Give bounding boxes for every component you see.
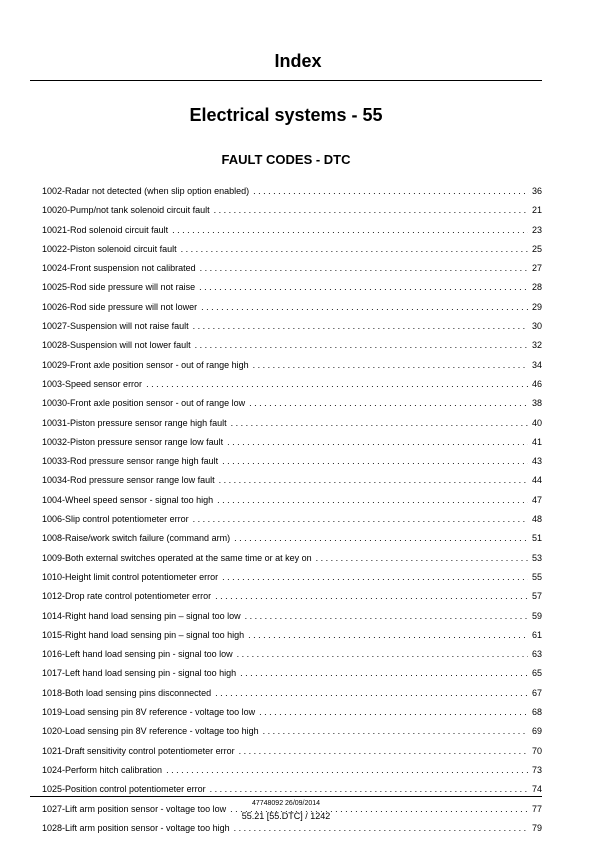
footer-page-reference: 55.21 [55.DTC] / 1242 [241,811,331,821]
dot-leader [214,201,528,220]
index-entry[interactable] [42,491,542,510]
dot-leader [222,568,528,587]
dot-leader [239,742,528,761]
index-entry[interactable] [42,645,542,664]
index-entry-page-number: 43 [531,456,542,467]
index-entry[interactable] [42,356,542,375]
index-entry-label: 10027-Suspension will not raise fault [42,321,189,332]
index-list [42,182,542,838]
dot-leader [253,182,528,201]
index-entry-label: 1028-Lift arm position sensor - voltage too high [42,822,230,833]
index-entry-label: 1024-Perform hitch calibration [42,764,163,775]
dot-leader [172,221,528,240]
index-entry[interactable] [42,240,542,259]
index-entry-label: 1021-Draft sensitivity control potentiometer error [42,745,235,756]
index-entry[interactable] [42,221,542,240]
index-entry-page-number: 29 [531,301,542,312]
dot-leader [215,587,528,606]
index-entry-page-number: 38 [531,398,542,409]
dot-leader [217,491,528,510]
index-entry-label: 10029-Front axle position sensor - out of range high [42,359,249,370]
dot-leader [263,722,528,741]
dot-leader [240,664,528,683]
index-entry-label: 1016-Left hand load sensing pin - signal too low [42,649,233,660]
index-entry-page-number: 68 [531,707,542,718]
index-entry-label: 1017-Left hand load sensing pin - signal too high [42,668,237,679]
index-entry[interactable] [42,452,542,471]
index-entry-label: 1010-Height limit control potentiometer error [42,571,219,582]
dot-leader [166,761,528,780]
index-entry[interactable] [42,298,542,317]
index-entry[interactable] [42,414,542,433]
index-entry[interactable] [42,568,542,587]
dot-leader [249,394,528,413]
index-entry[interactable] [42,201,542,220]
section-title: Electrical systems - 55 [189,105,383,125]
dot-leader [259,703,528,722]
index-entry[interactable] [42,259,542,278]
index-entry[interactable] [42,529,542,548]
index-entry-page-number: 69 [531,726,542,737]
dot-leader [215,684,528,703]
index-entry-label: 1027-Lift arm position sensor - voltage too low [42,803,227,814]
index-entry-label: 10026-Rod side pressure will not lower [42,301,198,312]
index-entry-page-number: 30 [531,321,542,332]
index-entry-page-number: 21 [531,205,542,216]
index-entry-label: 1012-Drop rate control potentiometer error [42,591,212,602]
index-entry[interactable] [42,375,542,394]
dot-leader [222,452,528,471]
index-entry[interactable] [42,336,542,355]
page-title: Index [274,51,322,71]
index-entry-label: 1003-Speed sensor error [42,378,143,389]
dot-leader [146,375,528,394]
index-entry-label: 10025-Rod side pressure will not raise [42,282,196,293]
dot-leader [193,317,528,336]
index-entry-label: 1002-Radar not detected (when slip option enabled) [42,186,250,196]
index-entry-label: 1004-Wheel speed sensor - signal too high [42,494,214,505]
index-entry-page-number: 23 [531,224,542,235]
index-entry-page-number: 74 [531,784,542,795]
dot-leader [193,510,528,529]
index-entry-label: 10028-Suspension will not lower fault [42,340,191,351]
index-entry[interactable] [42,510,542,529]
index-entry[interactable] [42,433,542,452]
index-entry-page-number: 61 [531,629,542,640]
index-entry[interactable] [42,742,542,761]
index-entry-page-number: 79 [531,822,542,833]
dot-leader [181,240,528,259]
index-entry-label: 1008-Raise/work switch failure (command arm) [42,533,231,544]
index-entry-page-number: 67 [531,687,542,698]
index-entry-page-number: 47 [531,494,542,505]
index-entry-label: 1018-Both load sensing pins disconnected [42,687,212,698]
header-divider [30,80,542,81]
index-entry-page-number: 46 [531,378,542,389]
dot-leader [245,607,528,626]
dot-leader [201,298,528,317]
index-entry-page-number: 36 [531,186,542,196]
index-entry[interactable] [42,317,542,336]
index-entry[interactable] [42,684,542,703]
index-entry-page-number: 70 [531,745,542,756]
dot-leader [199,278,528,297]
index-entry-label: 10020-Pump/not tank solenoid circuit fault [42,205,210,216]
index-entry[interactable] [42,722,542,741]
index-entry-page-number: 59 [531,610,542,621]
index-entry-page-number: 27 [531,263,542,274]
index-entry-page-number: 44 [531,475,542,486]
index-entry-page-number: 53 [531,552,542,563]
index-entry-page-number: 57 [531,591,542,602]
index-entry-label: 10031-Piston pressure sensor range high fault [42,417,227,428]
dot-leader [234,529,528,548]
index-entry-page-number: 32 [531,340,542,351]
index-entry-label: 10021-Rod solenoid circuit fault [42,224,169,235]
index-entry[interactable] [42,471,542,490]
footer-document-reference: 47748092 26/09/2014 [251,800,321,807]
index-entry-page-number: 34 [531,359,542,370]
index-entry-label: 1019-Load sensing pin 8V reference - voltage too low [42,707,256,718]
index-entry-label: 10022-Piston solenoid circuit fault [42,243,177,254]
dot-leader [219,471,528,490]
index-entry[interactable] [42,587,542,606]
index-entry-label: 1009-Both external switches operated at the same time or at key on [42,552,312,563]
index-entry-page-number: 65 [531,668,542,679]
index-entry-page-number: 28 [531,282,542,293]
index-entry-page-number: 63 [531,649,542,660]
index-entry-label: 10024-Front suspension not calibrated [42,263,196,274]
index-entry-page-number: 25 [531,243,542,254]
index-entry-label: 1015-Right hand load sensing pin – signal too high [42,629,245,640]
index-entry-label: 1006-Slip control potentiometer error [42,514,189,525]
index-entry-label: 1025-Position control potentiometer error [42,784,206,795]
index-entry-page-number: 55 [531,571,542,582]
index-entry[interactable] [42,549,542,568]
dot-leader [231,414,528,433]
index-entry[interactable] [42,664,542,683]
dot-leader [253,356,528,375]
index-entry-label: 1020-Load sensing pin 8V reference - voltage too high [42,726,259,737]
dot-leader [237,645,528,664]
dot-leader [248,626,528,645]
index-entry-page-number: 40 [531,417,542,428]
index-entry-label: 10030-Front axle position sensor - out of range low [42,398,246,409]
index-entry[interactable] [42,182,542,201]
dot-leader [195,336,528,355]
subsection-title: FAULT CODES - DTC [221,152,351,167]
index-entry-label: 10032-Piston pressure sensor range low fault [42,436,224,447]
index-entry[interactable] [42,626,542,645]
index-entry-label: 10033-Rod pressure sensor range high fault [42,456,219,467]
index-entry[interactable] [42,394,542,413]
index-entry-label: 10034-Rod pressure sensor range low fault [42,475,215,486]
index-entry-page-number: 77 [531,803,542,814]
footer-divider [30,796,542,797]
index-entry-page-number: 41 [531,436,542,447]
index-entry[interactable] [42,703,542,722]
index-entry[interactable] [42,607,542,626]
index-entry-label: 1014-Right hand load sensing pin – signal too low [42,610,241,621]
index-entry-page-number: 51 [531,533,542,544]
dot-leader [200,259,528,278]
dot-leader [316,549,528,568]
index-entry-page-number: 48 [531,514,542,525]
index-entry-page-number: 73 [531,764,542,775]
index-entry[interactable] [42,761,542,780]
index-entry[interactable] [42,278,542,297]
dot-leader [227,433,528,452]
